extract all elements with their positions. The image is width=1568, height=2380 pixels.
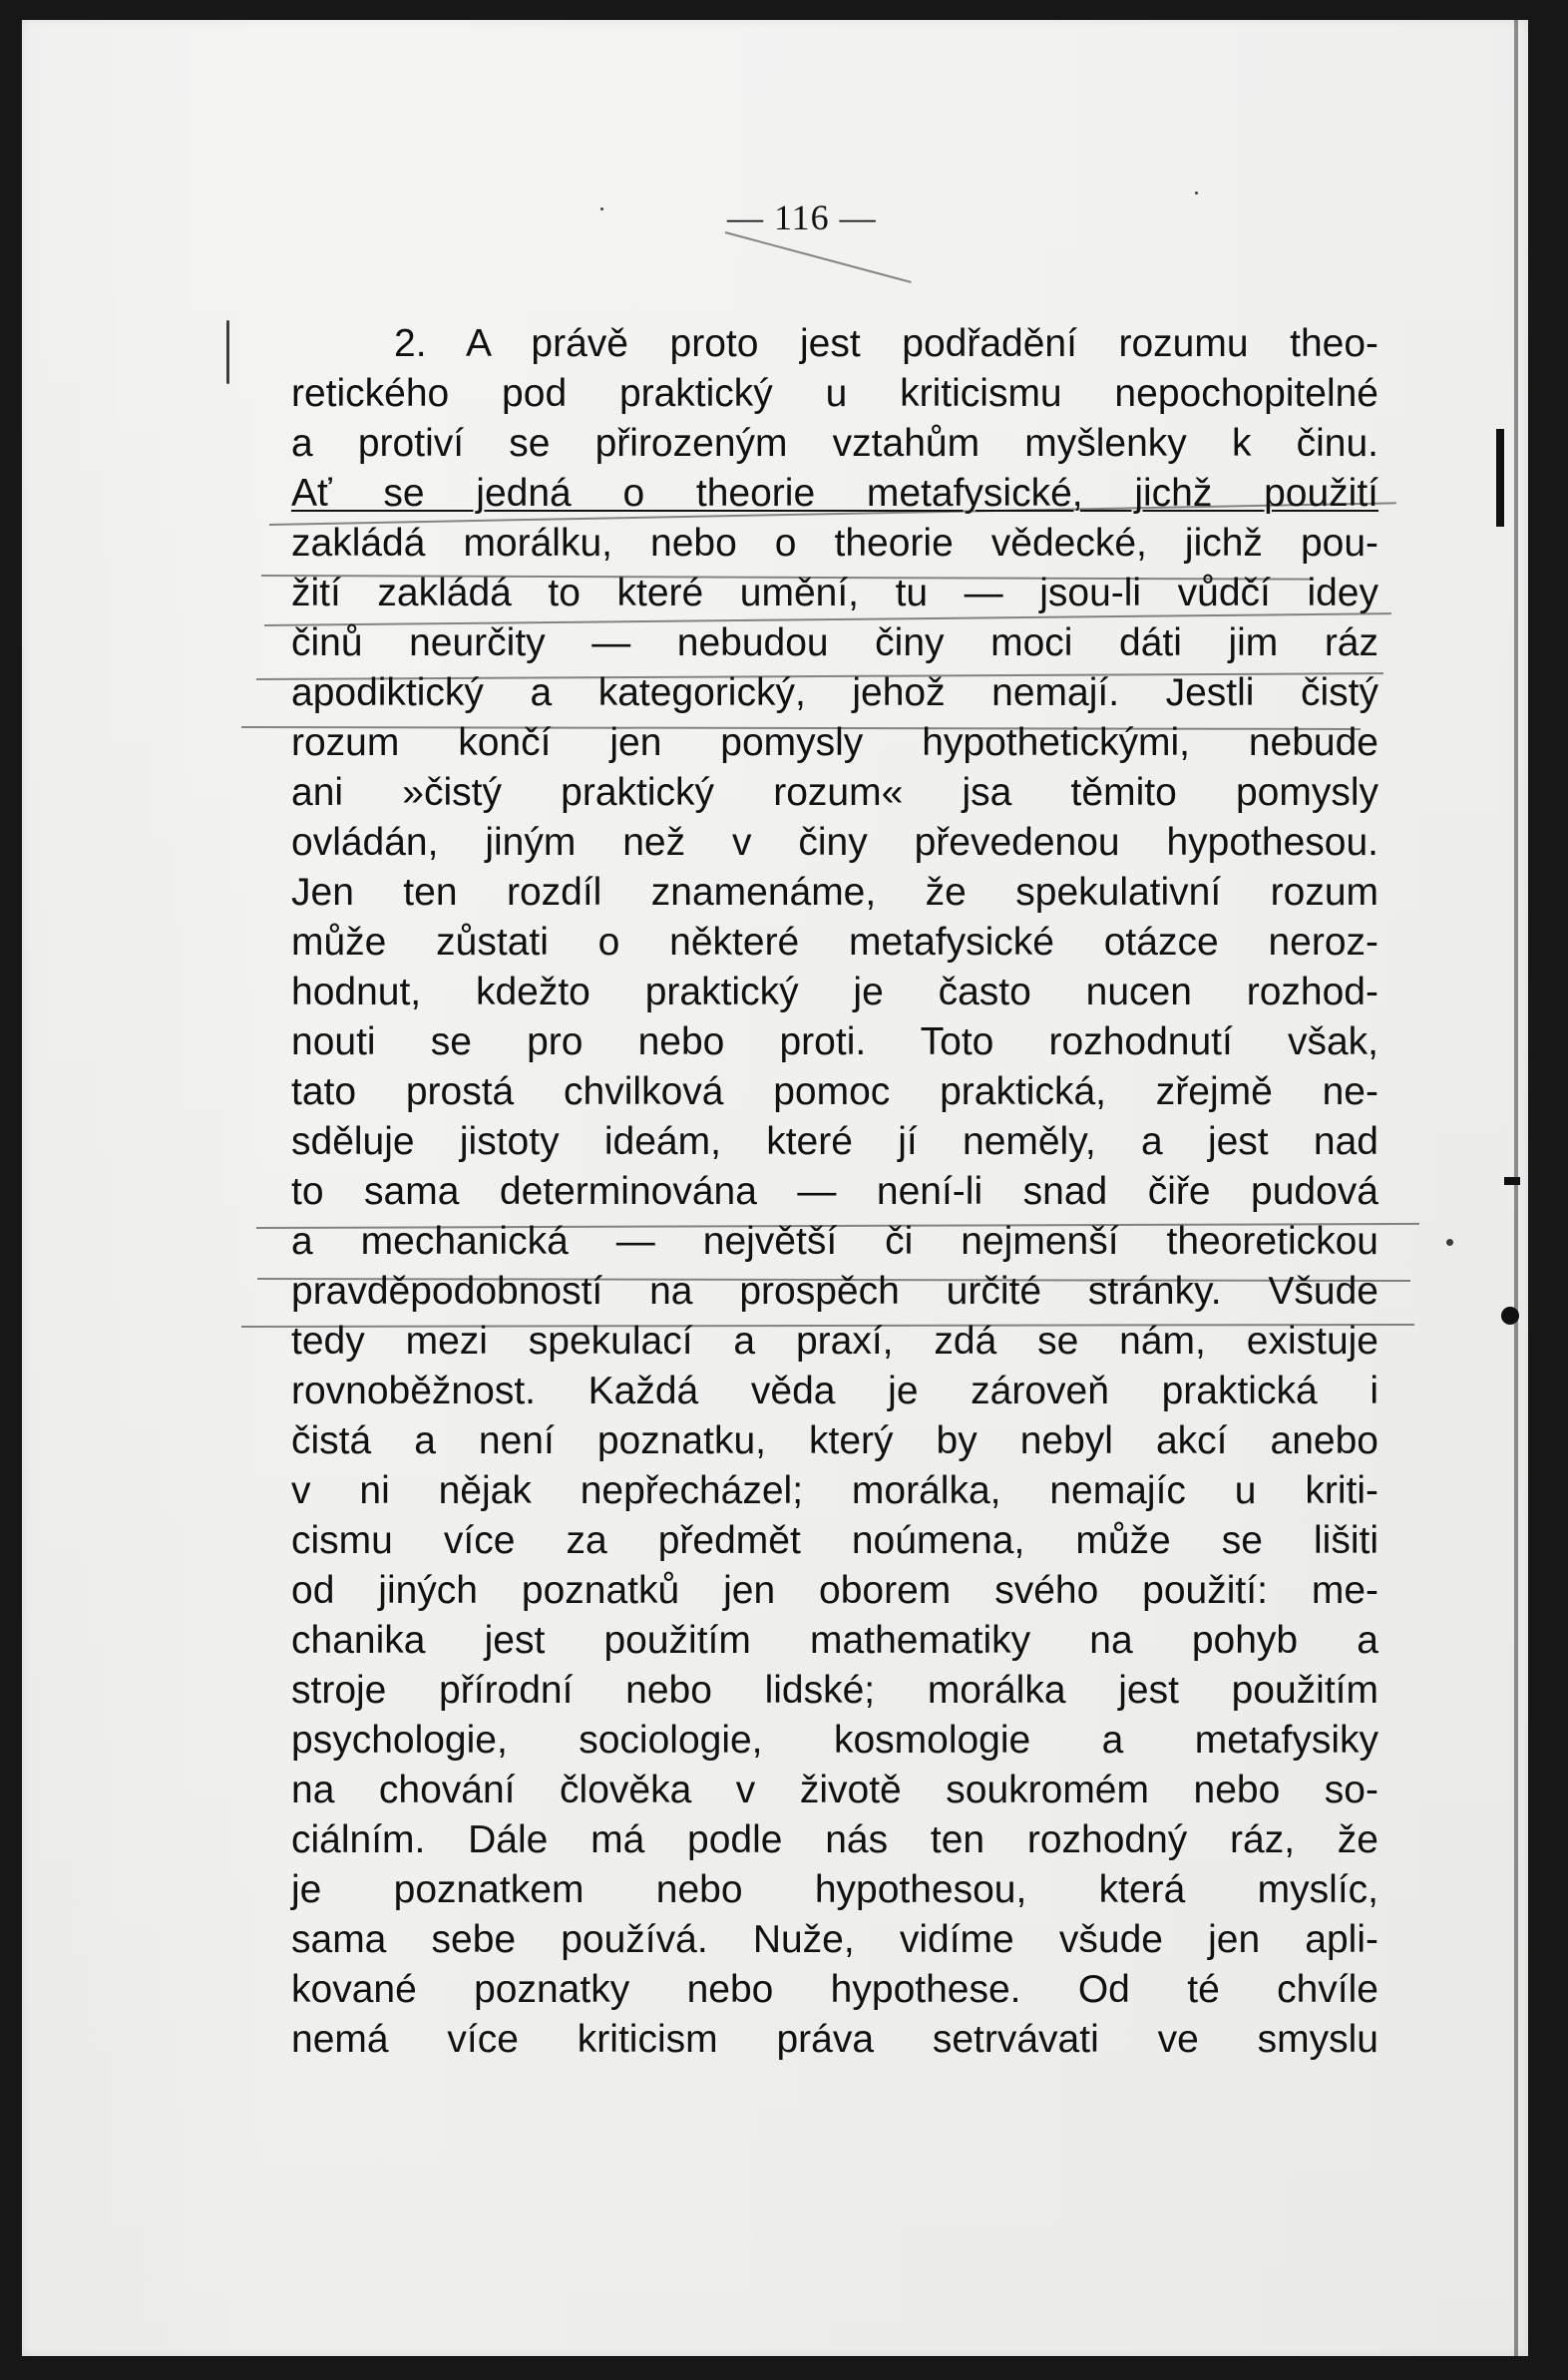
text-line: a protiví se přirozeným vztahům myšlenky k činu.: [291, 422, 1378, 465]
right-edge-mark: [1504, 1177, 1520, 1185]
text-line: může zůstati o některé metafysické otázce neroz-: [291, 921, 1378, 964]
margin-mark: [1446, 1239, 1453, 1246]
text-line: ani »čistý praktický rozum« jsa těmito pomysly: [291, 771, 1378, 814]
text-line: činů neurčity — nebudou činy moci dáti jim ráz: [291, 621, 1378, 664]
text-line: tato prostá chvilková pomoc praktická, zřejmě ne-: [291, 1070, 1378, 1113]
right-edge-mark: [1496, 429, 1504, 527]
text-line: to sama determinována — není-li snad čiře pudová: [291, 1170, 1378, 1213]
text-line: hodnut, kdežto praktický je často nucen rozhod-: [291, 971, 1378, 1013]
text-line: rozum končí jen pomysly hypothetickými, nebude: [291, 721, 1378, 764]
margin-mark: [226, 320, 229, 384]
text-line: sama sebe používá. Nuže, vidíme všude jen apli-: [291, 1918, 1378, 1961]
text-line: čistá a není poznatku, který by nebyl akcí anebo: [291, 1419, 1378, 1462]
margin-mark: [600, 207, 603, 210]
margin-mark: [1195, 192, 1198, 195]
text-line: apodiktický a kategorický, jehož nemají. Jestli čistý: [291, 671, 1378, 714]
text-line: ciálním. Dále má podle nás ten rozhodný ráz, že: [291, 1818, 1378, 1861]
pencil-stroke: [725, 231, 912, 283]
text-line: sděluje jistoty ideám, které jí neměly, a jest nad: [291, 1120, 1378, 1163]
text-line: cismu více za předmět noúmena, může se lišiti: [291, 1519, 1378, 1562]
page-number: — 116 —: [727, 198, 877, 237]
text-line: na chování člověka v životě soukromém nebo so-: [291, 1769, 1378, 1811]
text-line: kované poznatky nebo hypothese. Od té chvíle: [291, 1968, 1378, 2011]
text-line: je poznatkem nebo hypothesou, která myslíc,: [291, 1868, 1378, 1911]
right-edge-mark: [1501, 1307, 1519, 1325]
text-line: stroje přírodní nebo lidské; morálka jest použitím: [291, 1669, 1378, 1712]
text-line: psychologie, sociologie, kosmologie a metafysiky: [291, 1719, 1378, 1762]
text-line: Ať se jedná o theorie metafysické, jichž použití: [291, 472, 1378, 515]
right-edge-mark: [1514, 20, 1518, 2356]
text-line: Jen ten rozdíl znamenáme, že spekulativní rozum: [291, 871, 1378, 914]
book-page: [22, 20, 1528, 2356]
text-line: od jiných poznatků jen oborem svého použití: me-: [291, 1569, 1378, 1612]
text-line: nemá více kriticism práva setrvávati ve smyslu: [291, 2018, 1378, 2061]
text-line: ovládán, jiným než v činy převedenou hypothesou.: [291, 821, 1378, 864]
text-line: zakládá morálku, nebo o theorie vědecké, jichž pou-: [291, 522, 1378, 565]
text-line: žití zakládá to které umění, tu — jsou-li vůdčí idey: [291, 572, 1378, 614]
text-line: v ni nějak nepřecházel; morálka, nemajíc u kriti-: [291, 1469, 1378, 1512]
text-line: pravděpodobností na prospěch určité stránky. Všude: [291, 1270, 1378, 1313]
text-line: retického pod praktický u kriticismu nepochopitelné: [291, 372, 1378, 415]
text-line: nouti se pro nebo proti. Toto rozhodnutí však,: [291, 1020, 1378, 1063]
text-line: a mechanická — největší či nejmenší theoretickou: [291, 1220, 1378, 1263]
text-line: rovnoběžnost. Každá věda je zároveň praktická i: [291, 1370, 1378, 1412]
text-line: tedy mezi spekulací a praxí, zdá se nám, existuje: [291, 1320, 1378, 1363]
body-text: [291, 319, 1378, 2065]
text-line: 2. A právě proto jest podřadění rozumu theo-: [394, 322, 1378, 365]
text-line: chanika jest použitím mathematiky na pohyb a: [291, 1619, 1378, 1662]
